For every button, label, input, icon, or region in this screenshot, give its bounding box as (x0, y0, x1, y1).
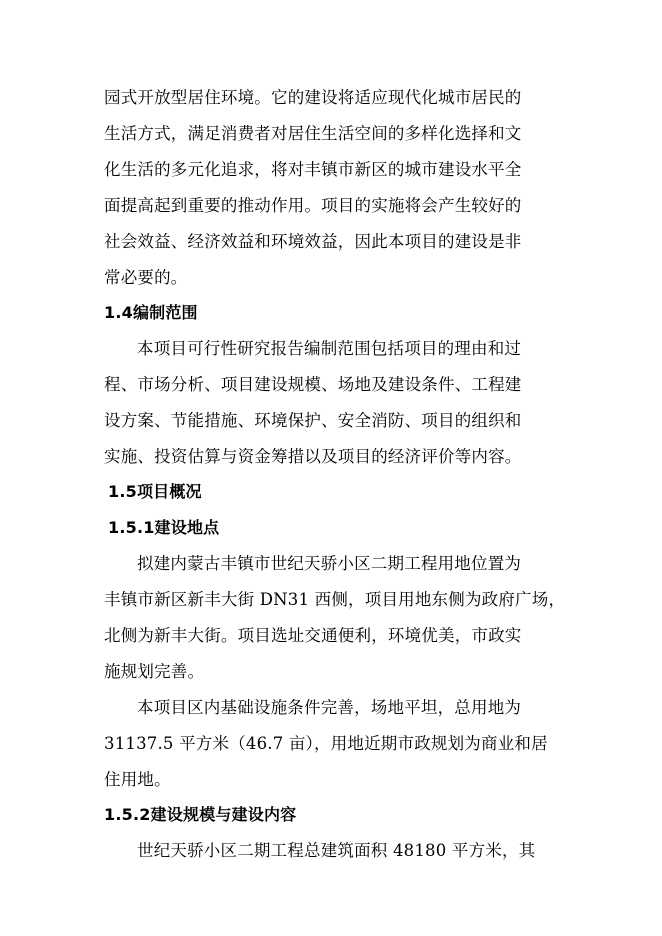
intro-line-2: 生活方式，满足消费者对居住生活空间的多样化选择和文 (104, 124, 522, 143)
scope-line-4: 实施、投资估算与资金筹措以及项目的经济评价等内容。 (104, 447, 522, 466)
location-line-4: 施规划完善。 (104, 662, 205, 681)
intro-line-1: 园式开放型居住环境。它的建设将适应现代化城市居民的 (104, 88, 522, 107)
site-line-1: 本项目区内基础设施条件完善，场地平坦，总用地为 (137, 698, 522, 717)
scope-line-3: 设方案、节能措施、环境保护、安全消防、项目的组织和 (104, 411, 522, 430)
heading-1-5-1: 1.5.1建设地点 (108, 518, 220, 537)
location-line-2: 丰镇市新区新丰大街 DN31 西侧，项目用地东侧为政府广场， (104, 590, 566, 609)
heading-1-5: 1.5项目概况 (108, 482, 202, 501)
intro-line-6: 常必要的。 (104, 268, 188, 287)
scope-line-1: 本项目可行性研究报告编制范围包括项目的理由和过 (137, 339, 522, 358)
heading-1-4: 1.4编制范围 (104, 303, 198, 322)
scope-line-2: 程、市场分析、项目建设规模、场地及建设条件、工程建 (104, 375, 522, 394)
site-line-3: 住用地。 (104, 770, 171, 789)
site-line-2: 31137.5 平方米（46.7 亩），用地近期市政规划为商业和居 (104, 734, 548, 753)
intro-line-4: 面提高起到重要的推动作用。项目的实施将会产生较好的 (104, 196, 522, 215)
scale-line-1: 世纪天骄小区二期工程总建筑面积 48180 平方米，其 (137, 841, 536, 860)
intro-line-5: 社会效益、经济效益和环境效益，因此本项目的建设是非 (104, 232, 522, 251)
location-line-1: 拟建内蒙古丰镇市世纪天骄小区二期工程用地位置为 (137, 554, 522, 573)
intro-line-3: 化生活的多元化追求，将对丰镇市新区的城市建设水平全 (104, 160, 522, 179)
heading-1-5-2: 1.5.2建设规模与建设内容 (104, 805, 297, 824)
location-line-3: 北侧为新丰大街。项目选址交通便利，环境优美，市政实 (104, 626, 522, 645)
